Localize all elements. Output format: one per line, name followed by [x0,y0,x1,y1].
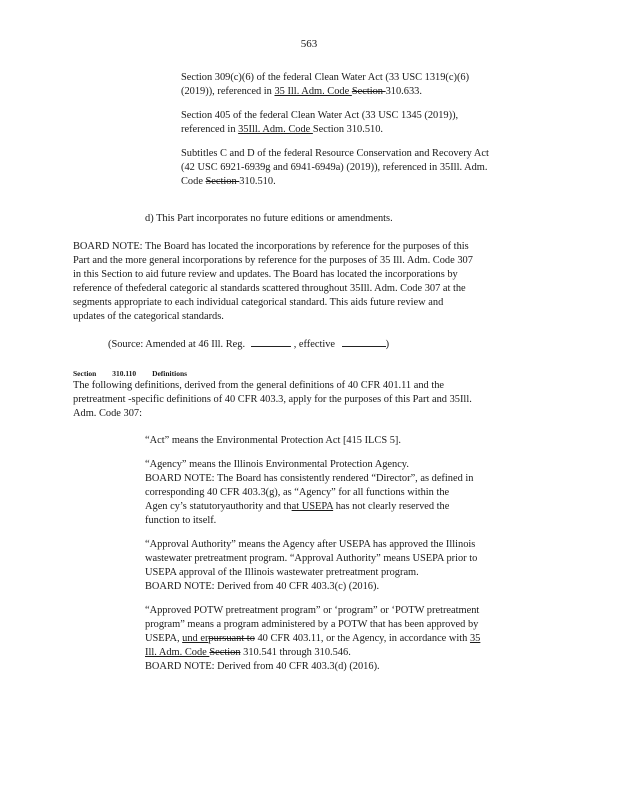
text-line [145,580,537,594]
text-run: “Agency” means the Illinois Environmental Protection Agency. [145,459,409,470]
text-line [145,514,537,528]
section-number: 310.110 [112,369,137,378]
text-line [145,458,537,472]
text-run: Code [181,176,206,187]
reference-paragraph [181,147,537,189]
text-line [145,486,537,500]
no-future-editions: d) This Part incorporates no future editions or amendments. [145,213,393,224]
text-line [145,472,537,486]
paragraph-gap [181,99,537,109]
source-effective-blank [342,346,386,347]
text-line: segments appropriate to each individual categorical standard. This aids future review and [73,297,444,308]
deleted-text: Section [209,647,241,658]
text-run: “Approval Authority” means the Agency after USEPA has approved the Illinois [145,539,476,550]
text-line [145,434,537,448]
text-run: Agen cy’s statutoryauthority and th [145,501,292,512]
text-run: USEPA approval of the Illinois wastewater pretreatment program. [145,567,419,578]
text-run: “Approved POTW pretreatment program” or ‘program” or ‘POTW pretreatment [145,605,480,616]
paragraph-gap [145,448,537,458]
text-run: 310.633. [385,86,422,97]
text-run: “Act” means the Environmental Protection Act [415 ILCS 5]. [145,435,401,446]
definitions-intro [73,379,535,421]
deleted-text: pursuant to [208,633,255,644]
text-run: wastewater pretreatment program. “Approval Authority” means USEPA prior to [145,553,478,564]
deleted-text: Section [351,86,386,97]
text-line [181,109,537,123]
definition-entry [145,458,537,528]
text-line: pretreatment -specific definitions of 40 CFR 403.3, apply for the purposes of this Part and 35Ill. [73,394,472,405]
text-line [181,123,537,137]
text-run: Section 405 of the federal Clean Water Act (33 USC 1345 (2019)), [181,110,459,121]
paragraph-gap [145,528,537,538]
text-run: (2019)), referenced in [181,86,275,97]
text-line [145,646,537,660]
page-number: 563 [300,38,318,50]
text-line: The following definitions, derived from the general definitions of 40 CFR 401.11 and the [73,380,445,391]
text-line [145,618,537,632]
text-line [181,161,537,175]
text-line: Adm. Code 307: [73,408,142,419]
text-run: (42 USC 6921-6939g and 6941-6949a) (2019)), referenced in 35Ill. Adm. [181,162,488,173]
definition-entry [145,604,537,674]
source-line [108,338,528,352]
source-reg-blank [251,346,291,347]
board-note-incorporations [73,240,535,324]
text-line [145,604,537,618]
text-line [181,147,537,161]
text-run: referenced in [181,124,239,135]
text-line [181,175,537,189]
definition-entry [145,538,537,594]
paragraph-gap [145,594,537,604]
text-run: 310.541 through 310.546. [240,647,351,658]
incorporated-references [181,71,537,189]
text-run: Section 309(c)(6) of the federal Clean Water Act (33 USC 1319(c)(6) [181,72,470,83]
definitions-list [145,434,537,674]
inserted-text: und er [182,633,209,644]
text-run: function to itself. [145,515,217,526]
text-run: corresponding 40 CFR 403.3(g), as “Agency” for all functions within the [145,487,450,498]
inserted-text: at USEPA [291,501,334,512]
inserted-text: Ill. Adm. Code [145,647,210,658]
text-run: program” means a program administered by a POTW that has been approved by [145,619,479,630]
reference-paragraph [181,71,537,99]
source-middle: , effective [293,339,336,350]
text-run: Subtitles C and D of the federal Resource Conservation and Recovery Act [181,148,489,159]
inserted-text: 35 [469,633,481,644]
text-line [145,660,537,674]
section-label: Section [73,369,97,378]
text-run: USEPA, [145,633,183,644]
source-suffix: ) [385,339,390,350]
text-line: Part and the more general incorporations by reference for the purposes of 35 Ill. Adm. Code 307 [73,255,473,266]
definition-entry [145,434,537,448]
text-line [181,85,537,99]
paragraph-gap [181,137,537,147]
text-run: BOARD NOTE: The Board has consistently rendered “Director”, as defined in [145,473,474,484]
text-line [145,500,537,514]
inserted-text: 35Ill. Adm. Code [238,124,313,135]
text-run: Section 310.510. [312,124,384,135]
inserted-text: 35 Ill. Adm. Code [274,86,352,97]
text-line [145,632,537,646]
section-title: Definitions [152,369,188,378]
text-line [145,566,537,580]
text-run: 310.510. [239,176,276,187]
text-line [181,71,537,85]
text-line [145,538,537,552]
text-run: BOARD NOTE: Derived from 40 CFR 403.3(c) (2016). [145,581,380,592]
text-run: has not clearly reserved the [333,501,450,512]
text-line: in this Section to aid future review and updates. The Board has located the incorporations by [73,269,458,280]
text-run: BOARD NOTE: Derived from 40 CFR 403.3(d) (2016). [145,661,380,672]
text-line [145,552,537,566]
deleted-text: Section [205,176,240,187]
source-prefix: (Source: Amended at 46 Ill. Reg. [108,339,246,350]
text-run: 40 CFR 403.11, or the Agency, in accordance with [254,633,470,644]
text-line: updates of the categorical standards. [73,311,224,322]
text-line: reference of thefederal categoric al standards scattered throughout 35Ill. Adm. Code 307 at the [73,283,466,294]
text-line: BOARD NOTE: The Board has located the incorporations by reference for the purposes of this [73,241,469,252]
reference-paragraph [181,109,537,137]
